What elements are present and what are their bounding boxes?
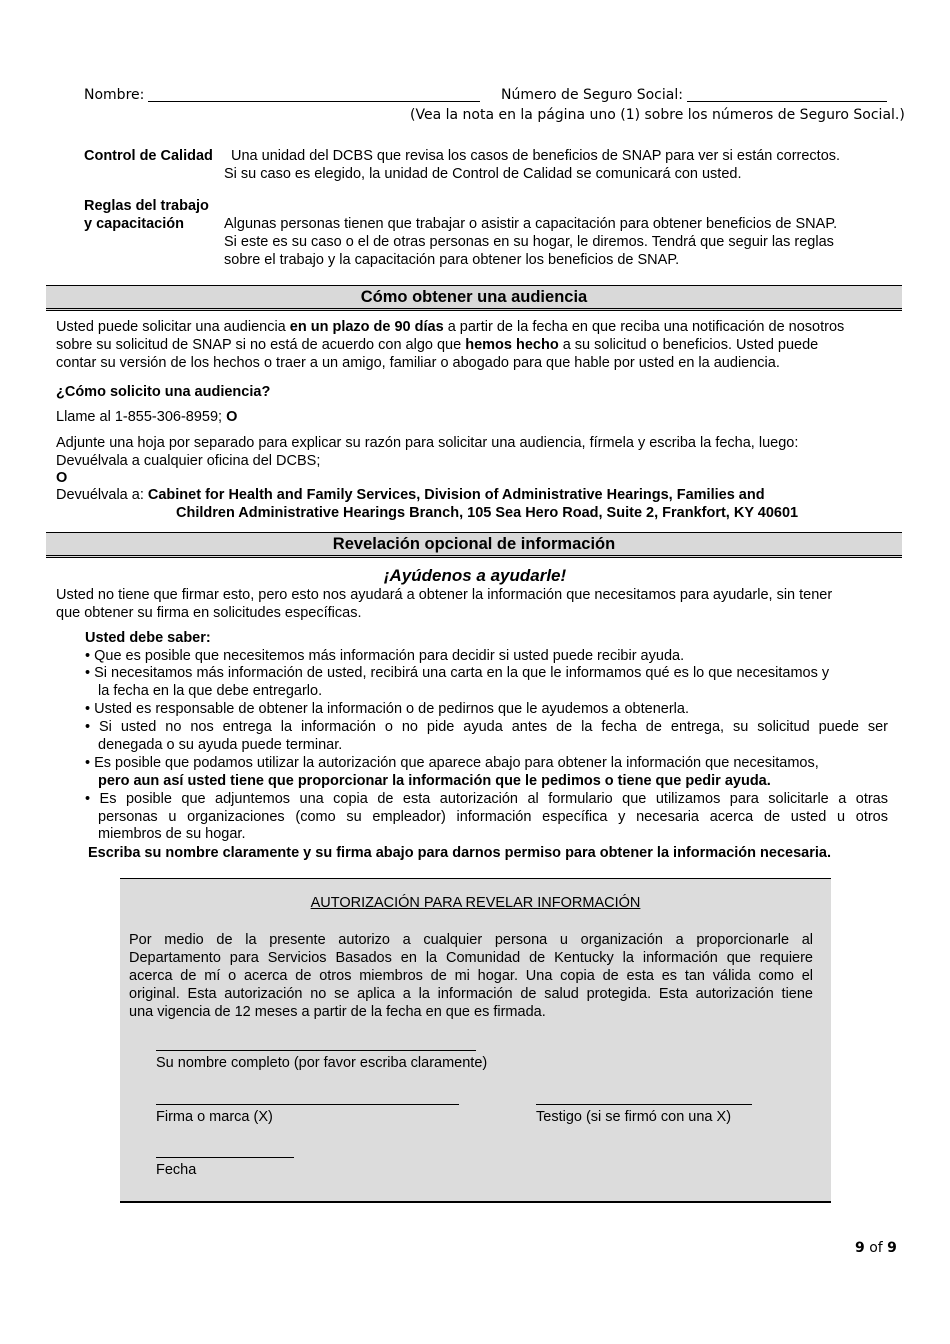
date-line[interactable]	[156, 1157, 294, 1158]
name-label: Nombre:	[84, 87, 145, 103]
hearing-question: ¿Cómo solicito una audiencia?	[56, 384, 271, 400]
ssn-label: Número de Seguro Social:	[501, 87, 683, 103]
bullet-1: • Que es posible que necesitemos más información para decidir si usted puede recibir ayuda.	[85, 648, 685, 664]
work-rules-term-2: y capacitación	[84, 216, 184, 232]
authorization-title: AUTORIZACIÓN PARA REVELAR INFORMACIÓN	[310, 895, 641, 911]
work-rules-text-3: sobre el trabajo y la capacitación para obtener los beneficios de SNAP.	[224, 252, 680, 268]
bullet-4: • Si usted no nos entrega la información o no pide ayuda antes de la fecha de entrega, su solicitud puede ser denegada o su ayuda puede terminar.	[85, 719, 888, 753]
disclosure-subtitle: ¡Ayúdenos a ayudarle!	[383, 566, 567, 585]
hearing-phone: Llame al 1-855-306-8959;	[56, 409, 227, 425]
disclosure-intro-1: Usted no tiene que firmar esto, pero esto nos ayudará a obtener la información que necesitamos para ayudarle, sin tener	[56, 587, 833, 603]
hearing-address-line-2: Children Administrative Hearings Branch, 105 Sea Hero Road, Suite 2, Frankfort, KY 40601	[176, 505, 799, 521]
hearing-paragraph-line-1: Usted puede solicitar una audiencia en un plazo de 90 días a partir de la fecha en que reciba una notificación de nosotros	[56, 319, 845, 335]
full-name-signature-line[interactable]	[156, 1050, 476, 1051]
hearing-paragraph-line-3: contar su versión de los hechos o traer a un amigo, familiar o abogado para que hable por usted en la audiencia.	[56, 355, 780, 371]
witness-line[interactable]	[536, 1104, 752, 1105]
date-label: Fecha	[156, 1162, 197, 1178]
signature-label: Firma o marca (X)	[156, 1109, 273, 1125]
signature-line[interactable]	[156, 1104, 459, 1105]
or-label: O	[226, 409, 238, 425]
witness-label: Testigo (si se firmó con una X)	[536, 1109, 732, 1125]
disclosure-instruction: Escriba su nombre claramente y su firma abajo para darnos permiso para obtener la información necesaria.	[88, 845, 831, 861]
work-rules-term-1: Reglas del trabajo	[84, 198, 209, 214]
authorization-box	[120, 878, 831, 1203]
must-know-label: Usted debe saber:	[85, 630, 211, 646]
disclosure-intro-2: que obtener su firma en solicitudes específicas.	[56, 605, 362, 621]
hearing-paragraph-line-2: sobre su solicitud de SNAP si no está de acuerdo con algo que hemos hecho a su solicitud o beneficios. Usted puede	[56, 337, 819, 353]
quality-control-text-1: Una unidad del DCBS que revisa los casos de beneficios de SNAP para ver si están correctos.	[231, 148, 841, 164]
full-name-label: Su nombre completo (por favor escriba claramente)	[156, 1055, 488, 1071]
bullet-3: • Usted es responsable de obtener la información o de pedirnos que le ayudemos a obtenerla.	[85, 701, 689, 717]
quality-control-text-2: Si su caso es elegido, la unidad de Control de Calidad se comunicará con usted.	[224, 166, 742, 182]
quality-control-term: Control de Calidad	[84, 148, 213, 164]
hearing-section-header: Cómo obtener una audiencia	[46, 285, 902, 311]
hearing-address-line-1: Devuélvala a: Cabinet for Health and Family Services, Division of Administrative Hearings, Families and	[56, 487, 765, 503]
hearing-call-line	[56, 409, 237, 425]
bullet-5: • Es posible que podamos utilizar la autorización que aparece abajo para obtener la información que necesitamos, pero aun así usted tiene que proporcionar la información que le pedimos o tiene que pedir ayuda.	[85, 755, 819, 789]
authorization-text: Por medio de la presente autorizo a cualquier persona u organización a proporcionarle al Departamento para Servicios Basados en la Comunidad de Kentucky la información que requiere acerca de mí o acerca de otros miembros de mi hogar. Una copia de esta es tan válida como el original. Esta autorización no se aplica a la información de salud protegida. Esta autorización tiene una vigencia de 12 meses a partir de la fecha en que es firmada.	[129, 932, 813, 1020]
name-field[interactable]	[148, 101, 480, 102]
hearing-attach-text: Adjunte una hoja por separado para explicar su razón para solicitar una audiencia, fírmela y escriba la fecha, luego:	[56, 435, 799, 451]
ssn-note: (Vea la nota en la página uno (1) sobre los números de Seguro Social.)	[410, 107, 905, 123]
name-label-line	[84, 87, 144, 103]
hearing-return-office: Devuélvala a cualquier oficina del DCBS;	[56, 453, 321, 469]
ssn-field[interactable]	[687, 101, 887, 102]
work-rules-text-1: Algunas personas tienen que trabajar o asistir a capacitación para obtener beneficios de SNAP.	[224, 216, 838, 232]
disclosure-section-header: Revelación opcional de información	[46, 532, 902, 558]
work-rules-text-2: Si este es su caso o el de otras personas en su hogar, le diremos. Tendrá que seguir las reglas	[224, 234, 834, 250]
or-label-2: O	[56, 470, 68, 486]
page-number: 9 of 9	[855, 1240, 897, 1256]
bullet-6: • Es posible que adjuntemos una copia de esta autorización al formulario que utilizamos para solicitarle a otras personas u organizaciones (como su empleador) información específica y necesaria acerca de usted u otros miembros de su hogar.	[85, 791, 888, 842]
bullet-2: • Si necesitamos más información de usted, recibirá una carta en la que le informamos qué es lo que necesitamos y la fecha en la que debe entregarlo.	[85, 665, 830, 699]
